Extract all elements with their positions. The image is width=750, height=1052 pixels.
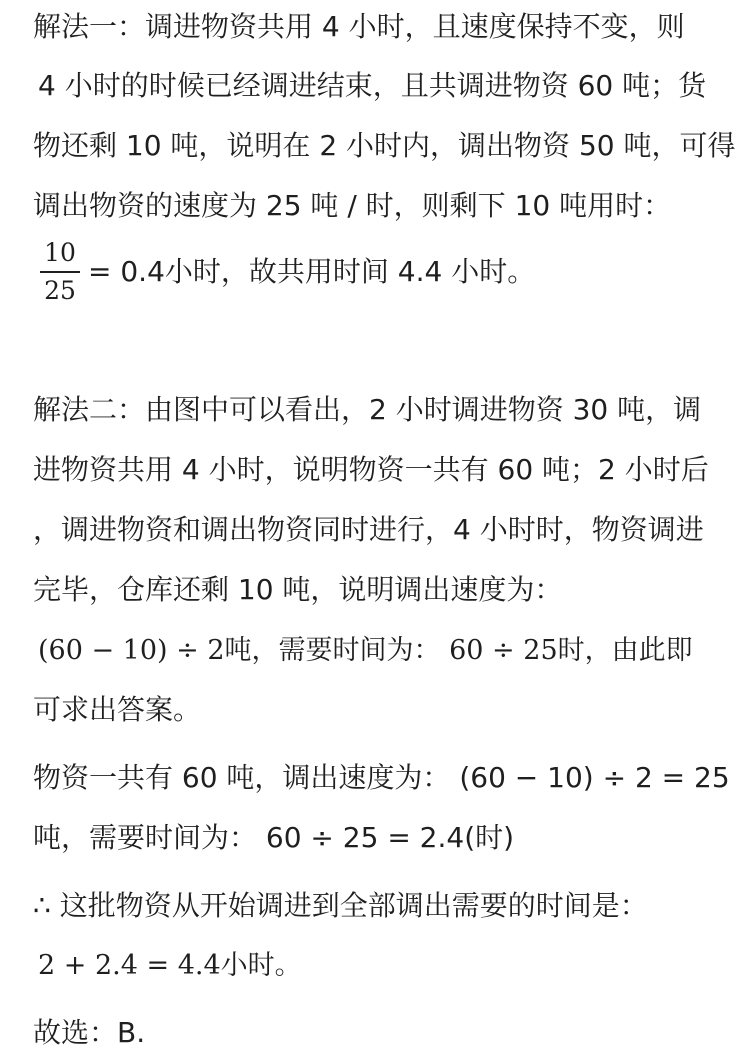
solution2-line-2: 进物资共用 4 小时，说明物资一共有 60 吨；2 小时后 [33,453,709,486]
solution2-line-4: 完毕，仓库还剩 10 吨，说明调出速度为： [33,573,563,606]
solution2-line-1: 解法二：由图中可以看出，2 小时调进物资 30 吨，调 [33,393,702,426]
solution1-line-5: = 0.4小时，故共用时间 4.4 小时。 [88,255,536,288]
answer-line: 故选：B. [33,1016,146,1049]
detail-line-3: ∴ 这批物资从开始调进到全部调出需要的时间是： [33,889,648,922]
detail-line-4: 2 + 2.4 = 4.4小时。 [38,950,302,981]
solution1-line-3: 物还剩 10 吨，说明在 2 小时内，调出物资 50 吨，可得 [33,129,736,162]
solution1-line-1: 解法一：调进物资共用 4 小时，且速度保持不变，则 [33,10,685,43]
solution2-line-3: ，调进物资和调出物资同时进行，4 小时时，物资调进 [33,513,704,546]
solution1-line-2: 4 小时的时候已经调进结束，且共调进物资 60 吨；货 [38,69,707,102]
fraction-10-over-25 [40,237,80,307]
fraction-bar [40,271,80,273]
solution2-line-6: 可求出答案。 [33,693,202,726]
solution2-line-5: (60 − 10) ÷ 2吨，需要时间为： 60 ÷ 25时，由此即 [38,635,693,666]
detail-line-2: 吨，需要时间为： 60 ÷ 25 = 2.4(时) [33,821,515,854]
solution1-line-4: 调出物资的速度为 25 吨 / 时，则剩下 10 吨用时： [33,189,672,222]
fraction-numerator: 10 [44,238,76,267]
fraction-denominator: 25 [44,276,76,305]
detail-line-1: 物资一共有 60 吨，调出速度为： (60 − 10) ÷ 2 = 25 [33,761,730,794]
